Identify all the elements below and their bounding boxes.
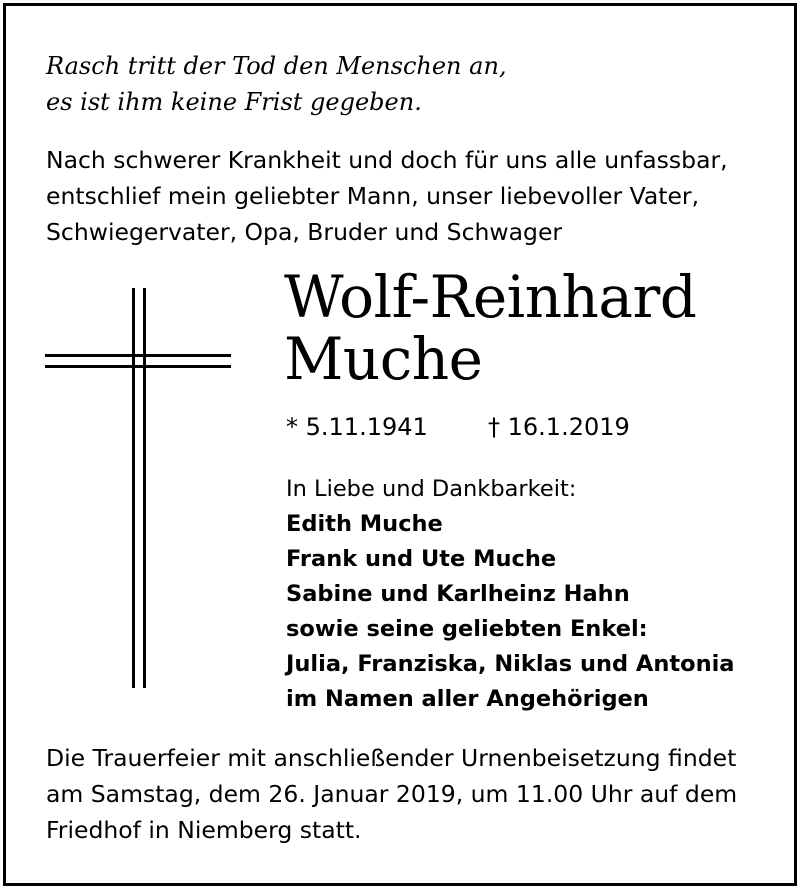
death-date: † 16.1.2019 — [488, 413, 630, 441]
ceremony-line-2: am Samstag, dem 26. Januar 2019, um 11.00 Uhr auf dem — [46, 780, 738, 808]
cross-vertical-left — [132, 288, 135, 688]
deceased-name — [284, 263, 697, 393]
mourner-line: Frank und Ute Muche — [286, 546, 557, 572]
double-line-cross-icon — [45, 288, 231, 688]
ceremony-info — [46, 740, 737, 848]
life-dates — [286, 410, 630, 444]
intro-text — [46, 142, 728, 250]
ceremony-line-3: Friedhof in Niemberg statt. — [46, 816, 362, 844]
intro-line-1: Nach schwerer Krankheit und doch für uns alle unfassbar, — [46, 146, 728, 174]
mourners-block — [286, 472, 735, 717]
verse-line-1: Rasch tritt der Tod den Menschen an, — [46, 52, 507, 80]
birth-date: * 5.11.1941 — [286, 413, 428, 441]
deceased-name-last: Muche — [284, 325, 483, 393]
cross-horizontal-bottom — [45, 365, 231, 368]
mourner-line: im Namen aller Angehörigen — [286, 686, 649, 712]
mourner-line: sowie seine geliebten Enkel: — [286, 616, 648, 642]
cross-horizontal-top — [45, 354, 231, 357]
cross-vertical-right — [143, 288, 146, 688]
intro-line-3: Schwiegervater, Opa, Bruder und Schwager — [46, 218, 563, 246]
deceased-name-first: Wolf-Reinhard — [284, 263, 697, 331]
mourner-line: Sabine und Karlheinz Hahn — [286, 581, 630, 607]
verse-line-2: es ist ihm keine Frist gegeben. — [46, 88, 422, 116]
verse — [46, 48, 507, 120]
mourners-heading: In Liebe und Dankbarkeit: — [286, 476, 577, 502]
mourner-line: Edith Muche — [286, 511, 443, 537]
intro-line-2: entschlief mein geliebter Mann, unser liebevoller Vater, — [46, 182, 700, 210]
ceremony-line-1: Die Trauerfeier mit anschließender Urnenbeisetzung findet — [46, 744, 737, 772]
mourner-line: Julia, Franziska, Niklas und Antonia — [286, 651, 735, 677]
